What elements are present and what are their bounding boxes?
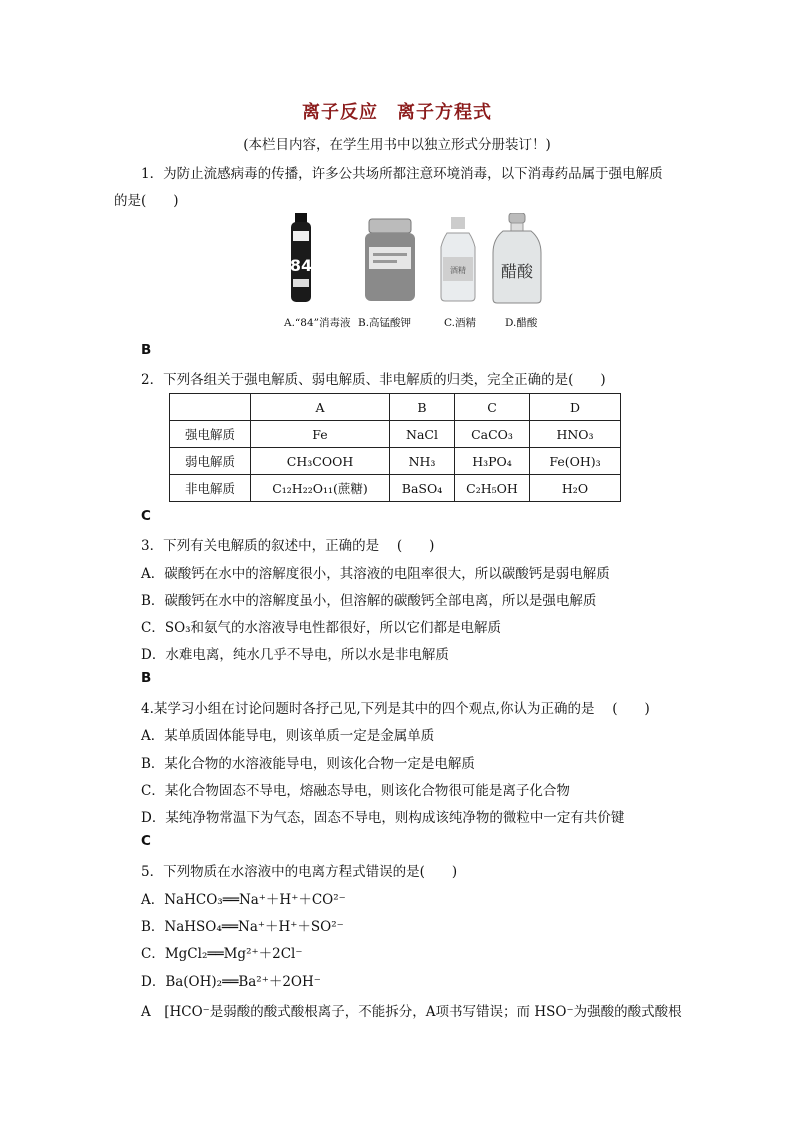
table-cell: 强电解质 [170, 421, 251, 448]
acetic-acid-bottle-icon [493, 213, 541, 303]
table-row [170, 448, 621, 475]
question-4-stem: 4.某学习小组在讨论问题时各抒己见,下列是其中的四个观点,你认为正确的是 ( ) [141, 701, 650, 717]
table-row [170, 421, 621, 448]
question-4-option-d: D．某纯净物常温下为气态，固态不导电，则构成该纯净物的微粒中一定有共价键 [141, 810, 625, 826]
answer-5-explanation: A [HCO⁻是弱酸的酸式酸根离子，不能拆分，A项书写错误；而 HSO⁻为强酸的酸式酸根 [141, 1004, 682, 1020]
table-cell: C₂H₅OH [455, 475, 530, 502]
bottle-label-a: A.“84”消毒液 [284, 317, 351, 329]
answer-2: C [141, 508, 151, 524]
bottle-84-icon [290, 213, 312, 302]
table-cell: H₂O [530, 475, 621, 502]
table-cell: Fe(OH)₃ [530, 448, 621, 475]
table-cell: 弱电解质 [170, 448, 251, 475]
page-title: 离子反应 离子方程式 [302, 102, 492, 123]
svg-text:醋酸: 醋酸 [500, 262, 534, 281]
bottle-label-d: D.醋酸 [505, 317, 538, 329]
table-cell: C₁₂H₂₂O₁₁(蔗糖) [251, 475, 390, 502]
bottle-label-c: C.酒精 [444, 317, 476, 329]
question-3-option-a: A．碳酸钙在水中的溶解度很小，其溶液的电阻率很大，所以碳酸钙是弱电解质 [141, 566, 610, 582]
question-2-stem: 2．下列各组关于强电解质、弱电解质、非电解质的归类，完全正确的是( ) [141, 372, 606, 388]
svg-text:84: 84 [289, 256, 313, 275]
question-5-option-c: C．MgCl₂══Mg²⁺＋2Cl⁻ [141, 946, 303, 962]
table-header-row [170, 394, 621, 421]
question-5-option-a: A．NaHCO₃══Na⁺＋H⁺＋CO²⁻ [141, 892, 346, 908]
table-cell: CH₃COOH [251, 448, 390, 475]
page-subtitle: (本栏目内容，在学生用书中以独立形式分册装订！) [243, 137, 551, 153]
question-1-line-1: 1．为防止流感病毒的传播，许多公共场所都注意环境消毒，以下消毒药品属于强电解质 [141, 166, 663, 182]
question-3-stem: 3．下列有关电解质的叙述中，正确的是 ( ) [141, 538, 435, 554]
table-cell: B [390, 394, 455, 421]
table-row [170, 475, 621, 502]
question-5-option-d: D．Ba(OH)₂══Ba²⁺＋2OH⁻ [141, 974, 321, 990]
question-4-option-c: C．某化合物固态不导电，熔融态导电，则该化合物很可能是离子化合物 [141, 783, 570, 799]
svg-text:酒精: 酒精 [450, 266, 466, 275]
question-3-option-c: C．SO₃和氨气的水溶液导电性都很好，所以它们都是电解质 [141, 620, 502, 636]
table-cell: D [530, 394, 621, 421]
answer-1: B [141, 342, 152, 358]
alcohol-bottle-icon [441, 217, 475, 301]
table-cell: NaCl [390, 421, 455, 448]
table-cell: Fe [251, 421, 390, 448]
disinfectant-bottles-image [285, 213, 545, 305]
answer-3: B [141, 670, 152, 686]
table-cell [170, 394, 251, 421]
permanganate-jar-icon [365, 219, 415, 301]
question-3-option-d: D．水难电离，纯水几乎不导电，所以水是非电解质 [141, 647, 449, 663]
table-cell: BaSO₄ [390, 475, 455, 502]
question-5-stem: 5．下列物质在水溶液中的电离方程式错误的是( ) [141, 864, 458, 880]
answer-4: C [141, 833, 151, 849]
table-cell: NH₃ [390, 448, 455, 475]
table-cell: HNO₃ [530, 421, 621, 448]
table-cell: CaCO₃ [455, 421, 530, 448]
question-4-option-b: B．某化合物的水溶液能导电，则该化合物一定是电解质 [141, 756, 475, 772]
table-cell: 非电解质 [170, 475, 251, 502]
bottle-label-b: B.高锰酸钾 [358, 317, 412, 329]
table-cell: C [455, 394, 530, 421]
classification-table [169, 393, 621, 502]
question-4-option-a: A．某单质固体能导电，则该单质一定是金属单质 [141, 728, 435, 744]
table-cell: H₃PO₄ [455, 448, 530, 475]
question-3-option-b: B．碳酸钙在水中的溶解度虽小，但溶解的碳酸钙全部电离，所以是强电解质 [141, 593, 597, 609]
question-1-line-2: 的是( ) [114, 193, 179, 209]
question-5-option-b: B．NaHSO₄══Na⁺＋H⁺＋SO²⁻ [141, 919, 344, 935]
table-cell: A [251, 394, 390, 421]
